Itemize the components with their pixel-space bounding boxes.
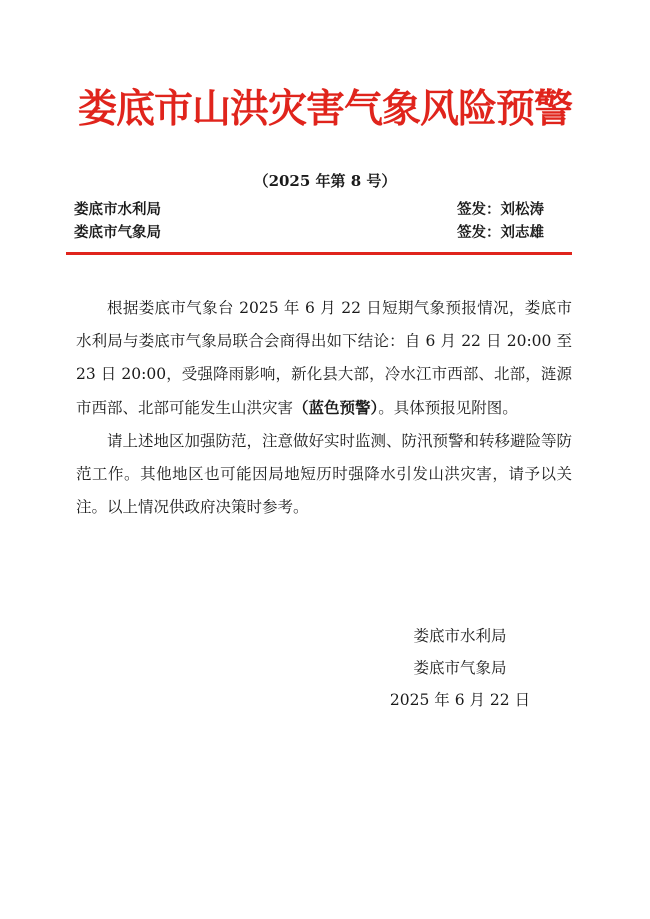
issuer-signature bbox=[457, 198, 544, 222]
issuer-org: 娄底市气象局 bbox=[74, 224, 161, 241]
sign-label: 签发： bbox=[457, 224, 501, 241]
sign-label: 签发： bbox=[457, 201, 501, 218]
signer-name: 刘志雄 bbox=[500, 224, 544, 241]
signature-org-water: 娄底市水利局 bbox=[413, 627, 507, 645]
paragraph-text-end: 。具体预报见附图。 bbox=[378, 399, 518, 417]
red-divider-line bbox=[66, 252, 572, 255]
body-paragraph-1 bbox=[76, 292, 572, 425]
paragraph-text: 根据娄底市气象台 2025 年 6 月 22 日短期气象预报情况，娄底市水利局与娄底市气象局联合会商得出如下结论：自 6 月 22 日 20:00 至 23 日 20:00，受强降雨影响，新化县大部，冷水江市西部、北部，涟源市西部、北部可能发生山洪灾害 bbox=[76, 299, 572, 417]
document-number: （2025 年第 8 号） bbox=[253, 172, 397, 190]
issuer-row bbox=[74, 221, 554, 245]
issuer-org: 娄底市水利局 bbox=[74, 201, 161, 218]
body-paragraph-2: 请上述地区加强防范，注意做好实时监测、防汛预警和转移避险等防范工作。其他地区也可能因局地短历时强降水引发山洪灾害，请予以关注。以上情况供政府决策时参考。 bbox=[76, 432, 573, 516]
signature-block bbox=[380, 620, 540, 716]
warning-level: （蓝色预警） bbox=[293, 398, 379, 417]
signature-date: 2025 年 6 月 22 日 bbox=[389, 691, 531, 709]
issuer-row bbox=[74, 198, 554, 222]
issuer-signature bbox=[457, 221, 544, 245]
signature-org-weather: 娄底市气象局 bbox=[413, 659, 507, 677]
document-title: 娄底市山洪灾害气象风险预警 bbox=[77, 86, 572, 132]
document-body bbox=[76, 292, 572, 524]
signer-name: 刘松涛 bbox=[500, 201, 544, 218]
